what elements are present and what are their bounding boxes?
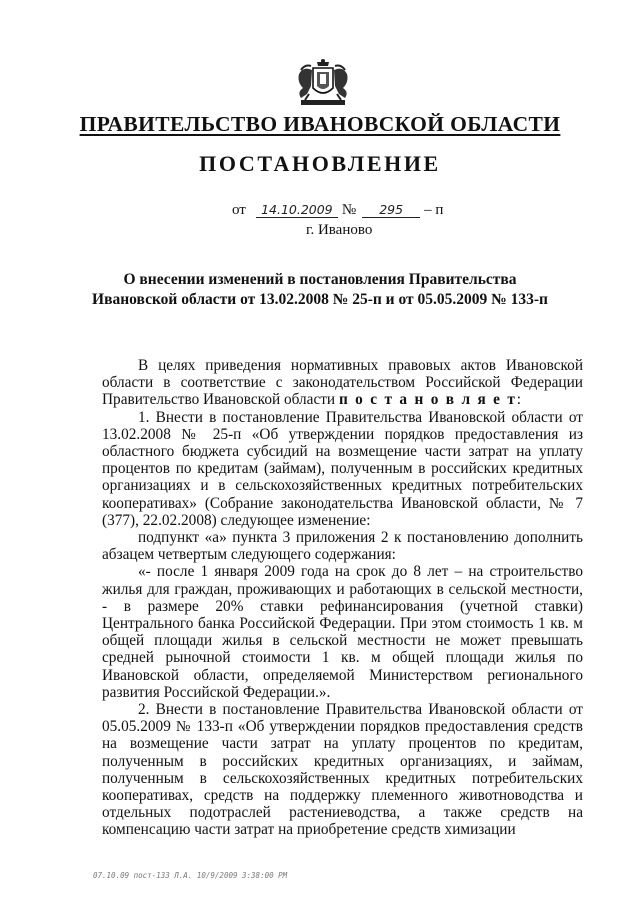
document-body <box>102 357 583 839</box>
date-prefix: от <box>232 202 246 218</box>
subject-line-2: Ивановской области от 13.02.2008 № 25-п и от 05.05.2009 № 133-п <box>92 291 548 308</box>
document-subject <box>70 270 570 310</box>
number-suffix: – п <box>424 202 444 218</box>
number-field: 295 <box>362 203 420 218</box>
city: г. Иваново <box>306 222 373 238</box>
coat-of-arms-emblem <box>293 58 353 108</box>
preamble-paragraph <box>102 357 583 409</box>
item-1-quote: «- после 1 января 2009 года на срок до 8 лет – на строительство жилья для граждан, проживающих и работающих в сельской местности, - в размере 20% ставки рефинансирования (учетной ставки) Центрального банка Российской Федерации. При этом стоимость 1 кв. м общей площади жилья в сельской местности не может превышать средней рыночной стоимости 1 кв. м общей площади жилья по Ивановской области, определяемой Министерством регионального развития Российской Федерации.». <box>102 563 583 701</box>
document-type-title: ПОСТАНОВЛЕНИЕ <box>199 151 441 176</box>
footer-stamp: 07.10.09 пост-133 Л.А. 10/9/2009 3:38:00 PM <box>93 871 288 880</box>
item-1-paragraph: 1. Внести в постановление Правительства Ивановской области от 13.02.2008 № 25-п «Об утверждении порядков предоставления из областного бюджета субсидий на возмещение части затрат на уплату процентов по кредитам (займам), полученным в российских кредитных организациях и в сельскохозяйственных кредитных потребительских кооперативах» (Собрание законодательства Ивановской области, № 7 (377), 22.02.2008) следующее изменение: <box>102 408 583 529</box>
number-sign: № <box>341 202 357 218</box>
item-1-subparagraph: подпункт «а» пункта 3 приложения 2 к постановлению дополнить абзацем четвертым следующего содержания: <box>102 529 583 564</box>
government-title: ПРАВИТЕЛЬСТВО ИВАНОВСКОЙ ОБЛАСТИ <box>79 112 561 136</box>
date-number-line <box>232 202 443 219</box>
decree-colon: : <box>516 391 521 409</box>
preamble-text: В целях приведения нормативных правовых актов Ивановской области в соответствие с законодательством Российской Федерации Правительство Ивановской области <box>102 357 583 409</box>
date-field: 14.10.2009 <box>256 203 338 218</box>
item-2-paragraph: 2. Внести в постановление Правительства Ивановской области от 05.05.2009 № 133-п «Об утверждении порядков предоставления средств на возмещение части затрат на уплату процентов по кредитам, полученным в российских кредитных организациях, и займам, полученным в сельскохозяйственных кредитных потребительских кооперативах, средств на поддержку племенного животноводства и отдельных подотраслей растениеводства, а также средств на компенсацию части затрат на приобретение средств химизации <box>102 701 583 839</box>
subject-line-1: О внесении изменений в постановления Правительства <box>123 271 517 288</box>
decree-word: п о с т а н о в л я е т <box>338 391 517 409</box>
